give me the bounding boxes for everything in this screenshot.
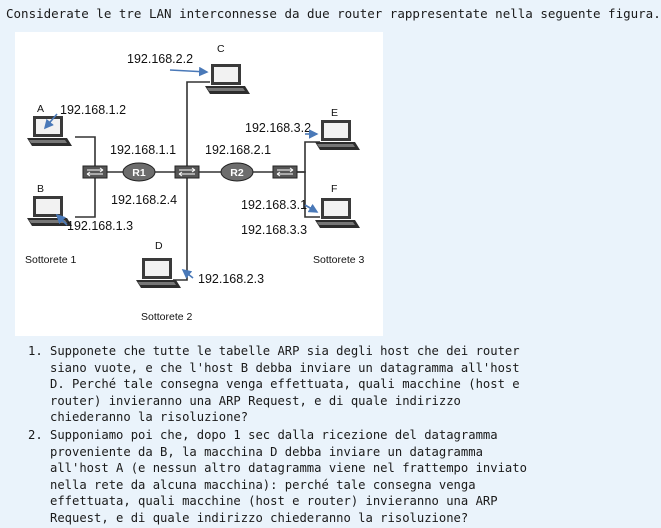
- switch-2: [175, 166, 199, 178]
- host-f-computer: [315, 198, 360, 228]
- router-r2: [221, 163, 253, 181]
- host-d-label: D: [155, 240, 163, 252]
- host-d-computer: [136, 258, 181, 288]
- subnet-1-label: Sottorete 1: [25, 254, 77, 266]
- ip-r2-right: 192.168.3.1: [241, 198, 308, 212]
- router-r1: [123, 163, 155, 181]
- question-item: 1. Supponete che tutte le tabelle ARP sia degli host che dei router siano vuote, e che l'host B debba inviare un datagramma all'host D. Perché tale consegna venga effettuata, quali macchine (host e router) invieranno una ARP Request, e di quale indirizzo chiederanno la risoluzione?: [50, 343, 534, 426]
- question-item: 2. Supponiamo poi che, dopo 1 sec dalla ricezione del datagramma proveniente da B, la macchina D debba inviare un datagramma all'host A (e nessun altro datagramma viene nel frattempo inviato nella rete da alcuna macchina): perché tale consegna venga effettuata, quali macchine (host e router) invieranno una ARP Request, e di quale indirizzo chiederanno la risoluzione?: [50, 427, 534, 527]
- router-r1-label: R1: [132, 167, 146, 179]
- ip-r1-left: 192.168.1.1: [110, 143, 177, 157]
- ip-r1-right: 192.168.2.4: [111, 193, 178, 207]
- host-a-computer: [27, 116, 72, 146]
- host-f-label: F: [331, 183, 338, 195]
- switch-3: [273, 166, 297, 178]
- ip-host-e: 192.168.3.2: [245, 121, 312, 135]
- subnet-3-label: Sottorete 3: [313, 254, 365, 266]
- host-e-label: E: [331, 107, 339, 119]
- questions-list: [6, 343, 534, 528]
- host-e-computer: [315, 120, 360, 150]
- host-b-label: B: [37, 183, 45, 195]
- ip-host-b: 192.168.1.3: [67, 219, 134, 233]
- ip-host-c: 192.168.2.2: [127, 52, 194, 66]
- intro-text: Considerate le tre LAN interconnesse da due router rappresentate nella seguente figura.: [6, 6, 661, 21]
- host-c-computer: [205, 64, 250, 94]
- switch-1: [83, 166, 107, 178]
- router-r2-label: R2: [230, 167, 244, 179]
- network-figure: [15, 32, 383, 336]
- ip-host-a: 192.168.1.2: [60, 103, 127, 117]
- host-c-label: C: [217, 43, 225, 55]
- subnet-2-label: Sottorete 2: [141, 311, 193, 323]
- network-diagram: [15, 32, 383, 336]
- ip-r2-left: 192.168.2.1: [205, 143, 272, 157]
- host-b-computer: [27, 196, 72, 226]
- ip-host-f: 192.168.3.3: [241, 223, 308, 237]
- host-a-label: A: [37, 103, 45, 115]
- ip-host-d: 192.168.2.3: [198, 272, 265, 286]
